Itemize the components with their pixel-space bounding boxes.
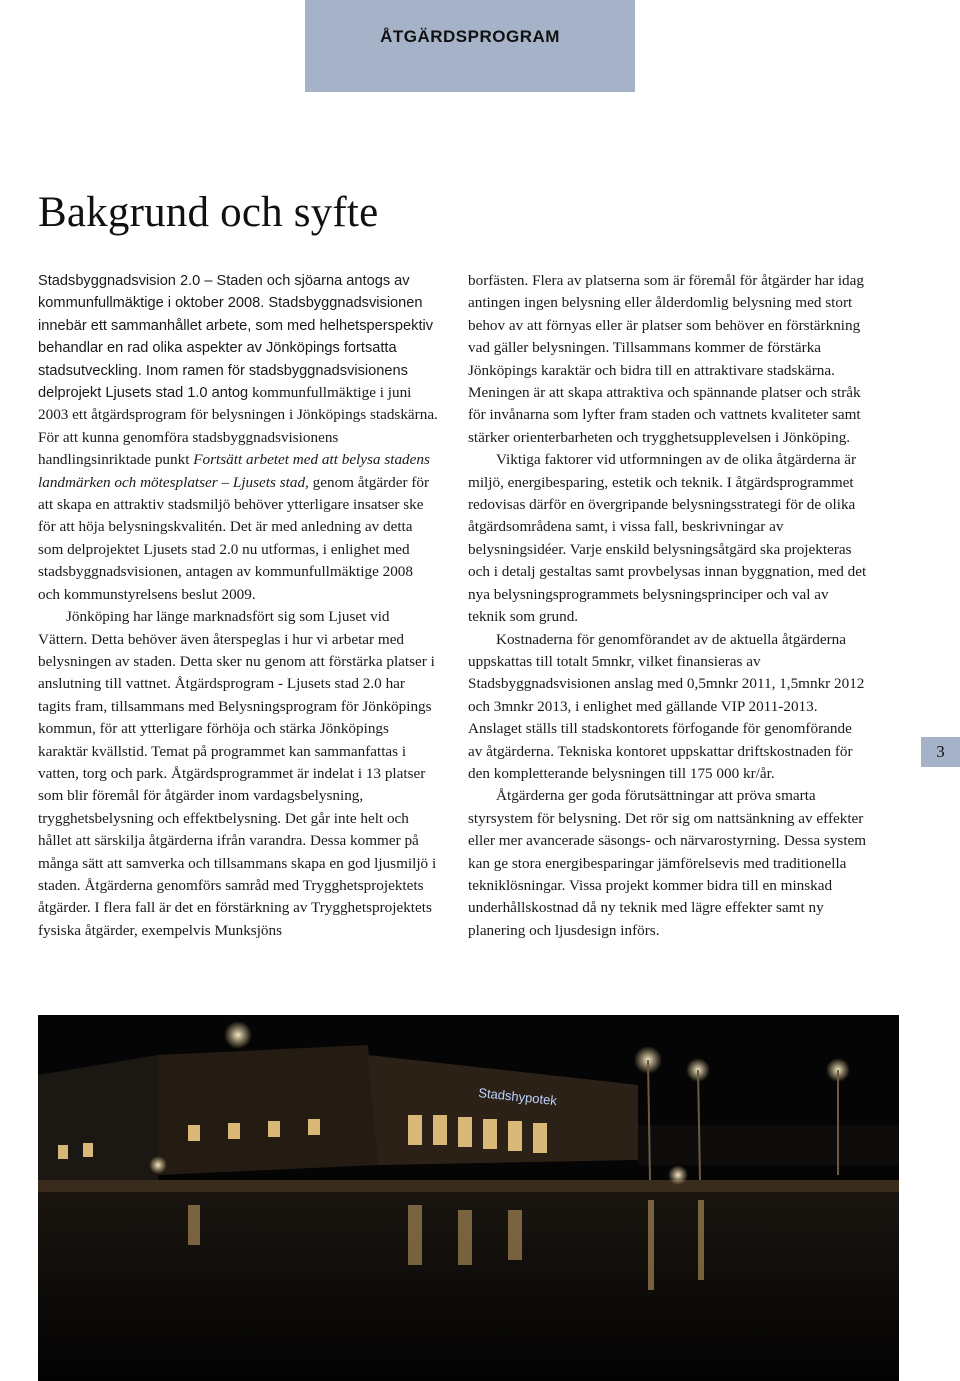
building-mid [158,1045,378,1175]
section-label: ÅTGÄRDSPROGRAM [380,27,560,46]
paragraph-r1: borfästen. Flera av platserna som är föremål för åtgärder har idag antingen ingen belysning eller ålderdomlig belysning med stort behov av att förnyas eller är platser som behöver en förstärkning vad gäller belysningen. Tillsammans kommer de förstärka Jönköpings karaktär och bidra till en attraktivare stadskärna. Meningen är att skapa attraktiva och spännande platser och stråk för invånarna som lyfter fram staden och vattnets kvaliteter samt stärker orienterbarheten och trygghetsupplevelsen i Jönköping. [468,272,864,446]
night-harbor-photo [38,1015,899,1381]
building-left [38,1055,158,1195]
page-number-tab [921,737,960,767]
paragraph-1-text-b: , genom åtgärder för att skapa en attraktiv stadsmiljö behöver ytterligare insatser ske för att höja belysningskvalitén. Det är med anledning av detta som delprojektet Ljusets stad 2.0 nu utformas, i enlighet med stadsbyggnadsvisionen, antagen av kommunfullmäktige 2008 och kommunstyrelsens beslut 2009. [38,473,430,603]
paragraph-2: Jönköping har länge marknadsfört sig som Ljuset vid Vättern. Detta behöver även återspeglas i hur vi arbetar med belysningen av staden. Detta sker nu genom att förstärka platser i anslutning till vattnet. Åtgärdsprogram - Ljusets stad 2.0 har tagits fram, tillsammans med Belysningsprogram för Jönköpings kommun, för att ytterligare förhöja och stärka Jönköpings karaktär kvällstid. Temat på programmet kan sammanfattas i vatten, torg och park. Åtgärdsprogrammet är indelat i 13 platser som blir föremål för åtgärder inom vardagsbelysning, trygghetsbelysning och effektbelysning. Det går inte helt och hållet att särskilja åtgärderna ifrån varandra. Dessa kommer på många sätt att samverka och tillsammans skapa en god ljusmiljö i staden. Åtgärderna genomförs samråd med Trygghetsprojektets åtgärder. I flera fall är det en förstärkning av Trygghetsprojektets fysiska åtgärder, exempelvis Munksjöns [38,608,437,939]
section-header-tab [305,0,635,92]
paragraph-r3: Kostnaderna för genomförandet av de aktuella åtgärderna uppskattas till totalt 5mnkr, vilket finansieras av Stadsbyggnadsvisionen anslag med 0,5mnkr 2011, 1,5mnkr 2012 och 3mnkr 2013, i enlighet med gällande VIP 2011-2013. Anslaget ställs till stadskontorets förfogande för genomförande av åtgärderna. Tekniska kontoret uppskattar driftskostnaden för den kompletterande belysningen till 175 000 kr/år. [468,630,865,782]
paragraph-r2: Viktiga faktorer vid utformningen av de olika åtgärderna är miljö, energibesparing, estetik och teknik. I åtgärdsprogrammet redovisas därför en övergripande belysningsstrategi för de olika åtgärdsområdena samt, i vissa fall, beskrivningar av belysningsidéer. Varje enskild belysningsåtgärd ska projekteras och i detalj gestaltas samt provbelysas innan byggnation, med det nya belysningsprogrammets belysningsprinciper och val av teknik som grund. [468,451,867,626]
right-column [468,270,868,942]
left-column [38,270,438,942]
page-title: Bakgrund och syfte [38,189,379,236]
photo-illustration [38,1015,899,1381]
paragraph-1-text-a: kommunfullmäktige i juni 2003 ett åtgärdsprogram för belysningen i Jönköpings stadskärna. För att kunna genomföra stadsbyggnadsvisionens handlingsinriktade punkt [38,384,438,469]
intro-text: Stadsbyggnadsvision 2.0 – Staden och sjöarna antogs av kommunfullmäktige i oktober 2008. Stadsbyggnadsvisionen innebär ett sammanhållet arbete, som med helhetsperspektiv behandlar en rad olika aspekter av Jönköpings fortsatta stadsutveckling. Inom ramen för stadsbyggnadsvisionens delprojekt Ljusets stad 1.0 antog [38,273,434,402]
page-number: 3 [936,742,945,761]
paragraph-r4: Åtgärderna ger goda förutsättningar att pröva smarta styrsystem för belysning. Det rör sig om nattsänkning av effekter eller mer avancerade säsongs- och närvarostyrning. Dessa system kan ge stora energibesparingar jämförelsevis med traditionella tekniklösningar. Vissa projekt kommer bidra till en minskad underhållskostnad då ny teknik med lägre effekter samt ny planering och ljusdesign införs. [468,787,867,939]
quay-edge [38,1180,899,1192]
building-right [638,1125,899,1165]
paragraph-1-italic: Fortsätt arbetet med att belysa stadens landmärken och mötesplatser – Ljusets stad [38,451,430,491]
sign-text: Stadshypotek [477,1085,558,1109]
paragraph-intro [38,270,438,606]
